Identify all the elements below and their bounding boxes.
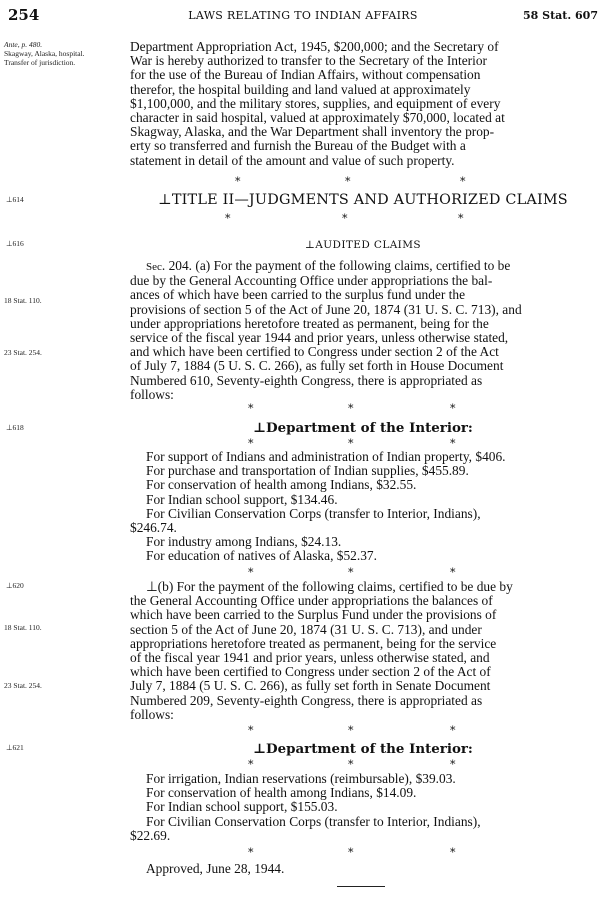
sec-204-b-paragraph [130,580,596,722]
star: * [248,566,254,579]
text-line: and which have been certified to Congress under section 2 of the Act [130,344,499,360]
list-item: For conservation of health among Indians, $14.09. [146,785,417,801]
sec-204-paragraph [130,259,596,402]
approved-date: Approved, June 28, 1944. [146,861,285,876]
text-line: Skagway, Alaska, and the War Department shall inventory the prop- [130,124,495,140]
star: * [248,437,254,450]
star: * [348,724,354,737]
margin-note-skagway: Skagway, Alaska, hospital. [4,49,85,58]
text-line: statement in detail of the amount and value of such property. [130,152,455,168]
text-line: service of the fiscal year 1944 and prior years, unless otherwise stated, [130,330,509,346]
star: * [460,175,466,188]
star-separator [130,212,596,224]
star-separator [130,402,596,414]
text-line: for the use of the Bureau of Indian Affairs, without compensation [130,67,481,83]
list-item: For industry among Indians, $24.13. [146,534,342,550]
star-separator [130,724,596,736]
margin-note-621: ⊥621 [6,743,24,752]
star: * [450,846,456,859]
margin-note-614: ⊥614 [6,195,24,204]
star: * [342,212,348,225]
margin-note-18-stat-110-b: 18 Stat. 110. [4,623,42,632]
title-ii-heading: ⊥TITLE II—JUDGMENTS AND AUTHORIZED CLAIMS [158,192,568,208]
sec-label: Sec [146,261,162,273]
star: * [248,402,254,415]
text-line: character in said hospital, valued at approximately $70,000, located at [130,110,505,126]
list-item: For support of Indians and administration of Indian property, $406. [146,449,506,464]
text-line: the General Accounting Office under appropriations the balances of [130,593,493,609]
star: * [348,566,354,579]
list-item: For Civilian Conservation Corps (transfer to Interior, Indians), [146,813,481,829]
star: * [450,402,456,415]
text-line: follows: [130,386,174,402]
list-item: For Civilian Conservation Corps (transfer to Interior, Indians), [146,505,481,521]
star: * [450,758,456,771]
list-item: For Indian school support, $134.46. [146,491,338,507]
text-line: follows: [130,706,174,722]
text-line: section 5 of the Act of June 20, 1874 (31 U. S. C. 713), and under [130,621,482,637]
star-separator [130,846,596,858]
audited-claims-heading: ⊥AUDITED CLAIMS [305,239,421,251]
list-item-continued: $22.69. [130,827,171,843]
text-line: July 7, 1884 (5 U. S. C. 266), as fully set forth in Senate Document [130,678,491,694]
page-header [8,6,598,26]
list-item: For irrigation, Indian reservations (reimbursable), $39.03. [146,771,456,786]
list-item: For education of natives of Alaska, $52.37. [146,548,377,564]
text-line: therefor, the hospital building and land valued at approximately [130,81,471,97]
margin-note-18-stat-110-a: 18 Stat. 110. [4,296,42,305]
list-item-continued: $246.74. [130,520,177,536]
department-heading: ⊥Department of the Interior: [253,420,473,436]
margin-note-23-stat-254-a: 23 Stat. 254. [4,348,42,357]
sec-rest: . 204. (a) For the payment of the following claims, certified to be [161,258,511,273]
text-line: due by the General Accounting Office under appropriations the bal- [130,273,493,289]
margin-note-block [4,40,122,67]
star-separator [130,758,596,770]
star-separator [130,437,596,449]
star: * [450,437,456,450]
star: * [225,212,231,225]
star: * [458,212,464,225]
text-line: ances of which have been carried to the surplus fund under the [130,287,466,303]
margin-note-618: ⊥618 [6,423,24,432]
text-line: Department Appropriation Act, 1945, $200,000; and the Secretary of [130,39,499,54]
star: * [348,402,354,415]
text-line [130,259,596,274]
margin-note-616: ⊥616 [6,239,24,248]
department-heading: ⊥Department of the Interior: [253,741,473,757]
text-line: Numbered 610, Seventy-eighth Congress, there is appropriated as [130,372,483,388]
text-line: which have been carried to the Surplus Fund under the provisions of [130,607,497,623]
claims-list-b [130,772,596,843]
text-line: $1,100,000, and the military stores, supplies, and equipment of every [130,95,501,111]
star: * [450,724,456,737]
margin-note-transfer: Transfer of jurisdiction. [4,58,76,67]
running-title: LAWS RELATING TO INDIAN AFFAIRS [188,9,418,22]
star: * [348,846,354,859]
text-line: which have been certified to Congress under section 2 of the Act of [130,664,491,680]
page-number: 254 [8,6,40,24]
margin-note-ante: Ante, p. 480. [4,40,43,49]
intro-paragraph [130,40,596,168]
text-line: ⊥(b) For the payment of the following claims, certified to be due by [146,579,513,594]
claims-list-a [130,450,596,564]
text-line: under appropriations heretofore treated as permanent, being for the [130,315,489,331]
star: * [345,175,351,188]
list-item: For Indian school support, $155.03. [146,799,338,815]
text-line: Numbered 209, Seventy-eighth Congress, there is appropriated as [130,692,483,708]
text-line: appropriations heretofore treated as permanent, being for the service [130,635,497,651]
star: * [235,175,241,188]
star: * [248,846,254,859]
star: * [248,758,254,771]
star-separator [130,175,596,187]
text-line: of the fiscal year 1941 and prior years, unless otherwise stated, and [130,650,490,666]
approval-line [130,862,596,876]
text-line: provisions of section 5 of the Act of June 20, 1874 (31 U. S. C. 713), and [130,301,522,317]
star-separator [130,566,596,578]
text-line: of July 7, 1884 (5 U. S. C. 266), as fully set forth in House Document [130,358,504,374]
margin-note-620: ⊥620 [6,581,24,590]
margin-note-23-stat-254-b: 23 Stat. 254. [4,681,42,690]
closing-rule [337,886,385,887]
text-line: War is hereby authorized to transfer to the Secretary of the Interior [130,53,487,69]
statute-reference: 58 Stat. 607 [523,9,598,22]
star: * [248,724,254,737]
star: * [450,566,456,579]
list-item: For conservation of health among Indians, $32.55. [146,477,417,493]
star: * [348,758,354,771]
star: * [348,437,354,450]
text-line: erty so transferred and furnish the Bureau of the Budget with a [130,138,466,154]
list-item: For purchase and transportation of Indian supplies, $455.89. [146,463,469,479]
